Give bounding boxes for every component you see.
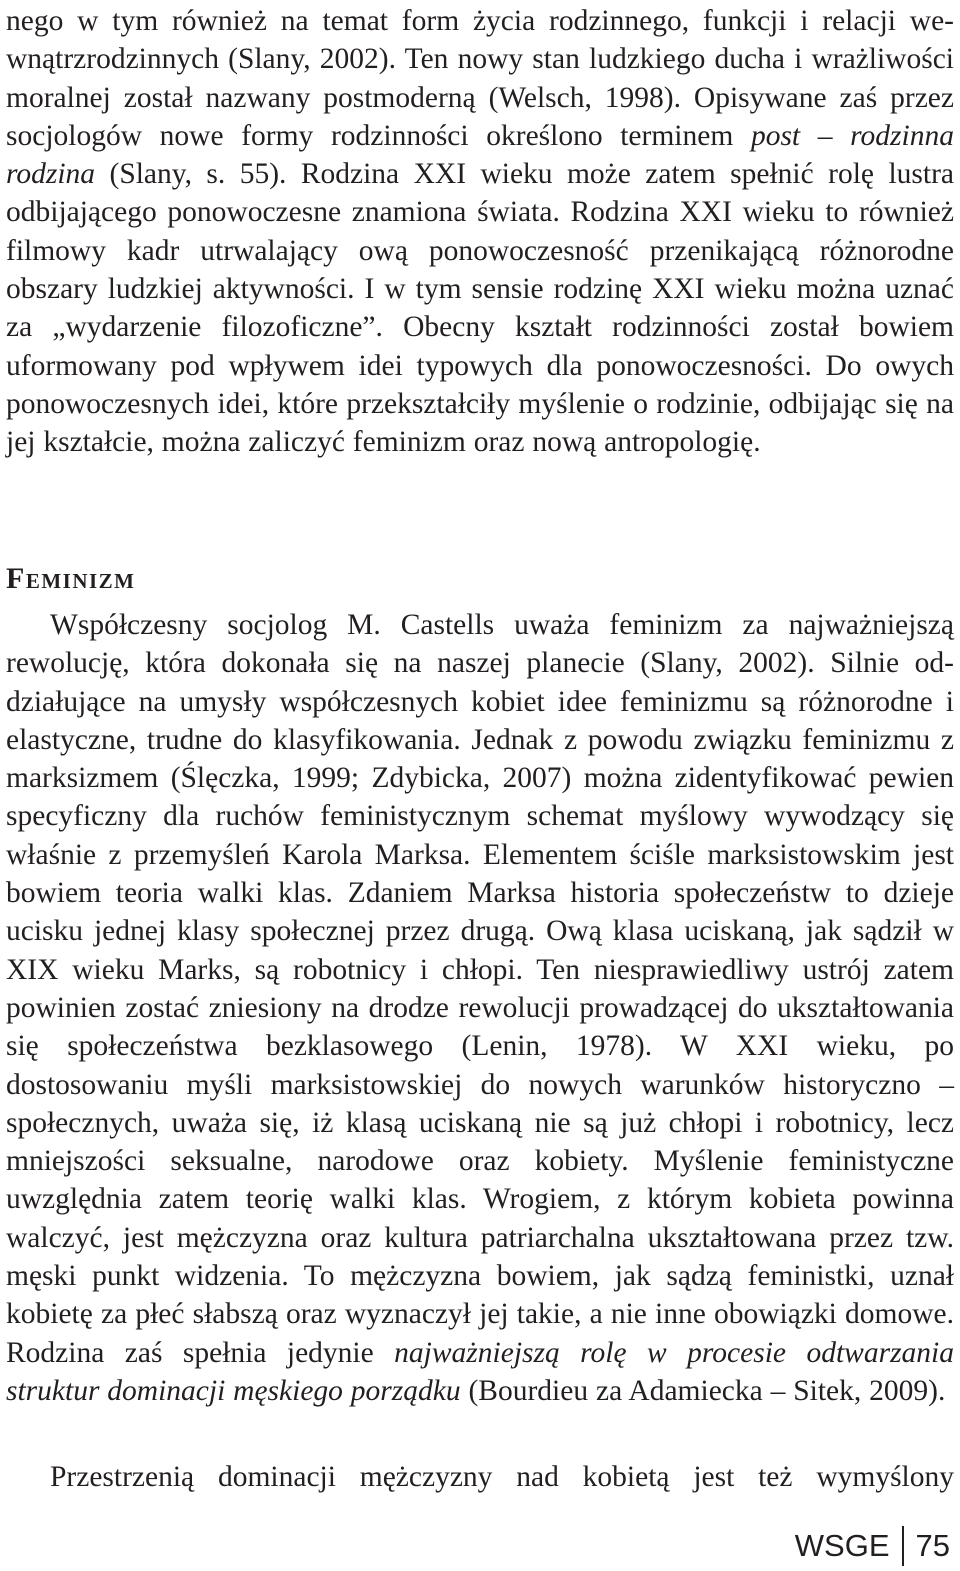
text-run: (Slany, s. 55). Rodzina XXI wieku może zatem spełnić rolę lustra odbijającego ponowoczesne znamiona świata. Rodzina XXI wieku to również filmowy kadr utrwalający ową ponowoczesność przenikającą różnorodne obszary ludzkiej aktywności. I w tym sensie rodzinę XXI wieku można uznać za „wydarzenie filozoficzne”. Obecny kształt rodzinności został bowiem uformowany pod wpływem idei typowych dla ponowoczesności. Do owych ponowoczesnych idei, które przekształciły myślenie o rodzinie, odbijając się na jej kształcie, można zaliczyć feminizm oraz nową antropologię. <box>6 158 954 459</box>
page-number: 75 <box>915 1528 950 1563</box>
footer-divider <box>902 1526 904 1566</box>
paragraph-1 <box>6 2 954 462</box>
paragraph-3 <box>6 1458 954 1496</box>
paragraph-2 <box>6 606 954 1410</box>
italic-text-run: najważniejszą rolę w procesie odtwarzania struktur dominacji męskiego porządku <box>6 1336 954 1407</box>
text-run: Przestrzenią dominacji mężczyzny nad kobietą jest też wymyślony <box>50 1461 954 1493</box>
page-footer <box>795 1524 950 1568</box>
italic-text-run: post – rodzinna rodzina <box>6 119 954 191</box>
publisher-label: WSGE <box>794 1528 890 1563</box>
text-run: nego w tym również na temat form życia rodzinnego, funkcji i relacji wewnątrzrodzinnych (Slany, 2002). Ten nowy stan ludzkiego ducha i wrażliwości moralnej został nazwany postmoderną (Welsch, 1998). Opisywane zaś przez socjologów nowe formy rodzinności określono terminem <box>6 5 954 152</box>
section-heading-feminizm: Feminizm <box>6 562 136 595</box>
text-run: (Bourdieu za Adamiecka – Sitek, 2009). <box>460 1374 946 1407</box>
text-run: Współczesny socjolog M. Castells uważa feminizm za najważniejszą rewolucję, która dokonała się na naszej planecie (Slany, 2002). Silnie oddziałujące na umysły współczesnych kobiet idee feminizmu są różnorodne i elastyczne, trudne do klasyfikowania. Jednak z powodu związku feminizmu z marksizmem (Ślęczka, 1999; Zdybicka, 2007) można zidentyfikować pewien specyficzny dla ruchów feministycznym schemat myślowy wywodzący się właśnie z przemyśleń Karola Marksa. Elementem ściśle marksistowskim jest bowiem teoria walki klas. Zdaniem Marksa historia społeczeństw to dzieje ucisku jednej klasy społecznej przez drugą. Ową klasa uciskaną, jak sądził w XIX wieku Marks, są robotnicy i chłopi. Ten niesprawiedliwy ustrój zatem powinien zostać zniesiony na drodze rewolucji prowadzącej do ukształtowania się społeczeństwa bezklasowego (Lenin, 1978). W XXI wieku, po dostosowaniu myśli marksistowskiej do nowych warunków historyczno – społecznych, uważa się, iż klasą uciskaną nie są już chłopi i robotnicy, lecz mniejszości seksualne, narodowe oraz kobiety. Myślenie feministyczne uwzględnia zatem teorię walki klas. Wrogiem, z którym kobieta powinna walczyć, jest mężczyzna oraz kultura patriarchalna ukształtowana przez tzw. męski punkt widzenia. To mężczyzna bowiem, jak sądzą feministki, uznał kobietę za płeć słabszą oraz wyznaczył jej takie, a nie inne obowiązki domowe. Rodzina zaś spełnia jedynie <box>6 609 954 1369</box>
